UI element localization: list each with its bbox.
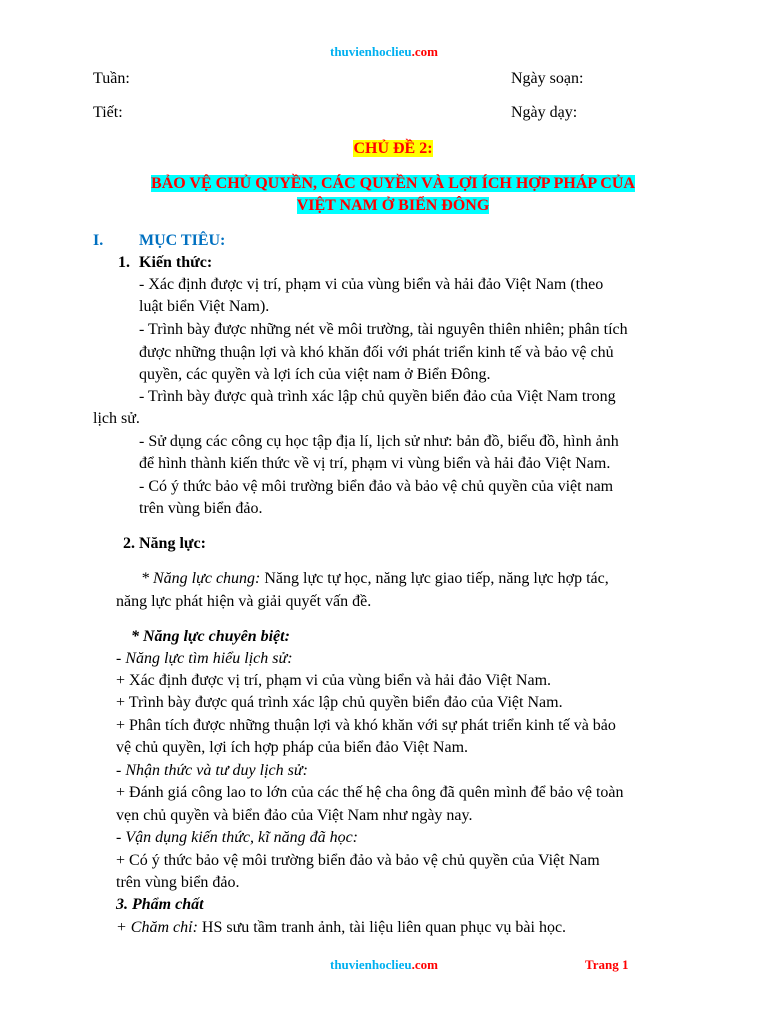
topic-title-line1 bbox=[0, 175, 768, 193]
knowledge-line: quyền, các quyền và lợi ích của việt nam ở Biển Đông. bbox=[139, 366, 491, 383]
historical-thinking-line: + Đánh giá công lao to lớn của các thế hệ cha ông đã quên mình để bảo vệ toàn bbox=[116, 784, 624, 801]
subsection-2-title: 2. Năng lực: bbox=[123, 535, 206, 552]
history-research-line: + Trình bày được quá trình xác lập chủ quyền biển đảo của Việt Nam. bbox=[116, 694, 563, 711]
history-research-label: - Năng lực tìm hiểu lịch sử: bbox=[116, 650, 293, 667]
knowledge-line: trên vùng biển đảo. bbox=[139, 500, 263, 517]
section-title: MỤC TIÊU: bbox=[139, 232, 226, 249]
knowledge-line: - Trình bày được những nét về môi trường, tài nguyên thiên nhiên; phân tích bbox=[139, 321, 628, 338]
header-brand bbox=[330, 44, 438, 60]
section-number: I. bbox=[93, 232, 104, 249]
historical-thinking-label: - Nhận thức và tư duy lịch sử: bbox=[116, 762, 308, 779]
knowledge-line: lịch sử. bbox=[93, 410, 140, 427]
apply-knowledge-line: trên vùng biển đảo. bbox=[116, 874, 240, 891]
week-label: Tuần: bbox=[93, 70, 130, 87]
topic-title-line2 bbox=[0, 197, 768, 215]
specific-competence-label: * Năng lực chuyên biệt: bbox=[131, 628, 290, 645]
topic-label-text: CHỦ ĐỀ 2: bbox=[353, 140, 433, 157]
diligence-line bbox=[116, 919, 566, 937]
general-competence bbox=[141, 570, 609, 588]
prep-date-label: Ngày soạn: bbox=[511, 70, 584, 87]
knowledge-line: - Có ý thức bảo vệ môi trường biển đảo và bảo vệ chủ quyền của việt nam bbox=[139, 478, 614, 495]
history-research-line: + Phân tích được những thuận lợi và khó khăn với sự phát triển kinh tế và bảo bbox=[116, 717, 616, 734]
knowledge-line: - Xác định được vị trí, phạm vi của vùng biển và hải đảo Việt Nam (theo bbox=[139, 276, 604, 293]
teach-date-label: Ngày dạy: bbox=[511, 104, 578, 121]
knowledge-line: để hình thành kiến thức về vị trí, phạm vi vùng biển và hải đảo Việt Nam. bbox=[139, 455, 611, 472]
topic-title-text-2: VIỆT NAM Ở BIỂN ĐÔNG bbox=[296, 197, 490, 214]
general-competence-label: * Năng lực chung: bbox=[141, 570, 261, 587]
footer-brand-domain: .com bbox=[411, 957, 438, 972]
subsection-3-title: 3. Phẩm chất bbox=[116, 896, 204, 913]
knowledge-line: được những thuận lợi và khó khăn đối với phát triển kinh tế và bảo vệ chủ bbox=[139, 344, 614, 361]
apply-knowledge-label: - Vận dụng kiến thức, kĩ năng đã học: bbox=[116, 829, 358, 846]
topic-title-text-1: BẢO VỆ CHỦ QUYỀN, CÁC QUYỀN VÀ LỢI ÍCH HỢP PHÁP CỦA bbox=[151, 175, 635, 192]
footer-brand-name: thuvienhoclieu bbox=[330, 957, 412, 972]
apply-knowledge-line: + Có ý thức bảo vệ môi trường biển đảo và bảo vệ chủ quyền của Việt Nam bbox=[116, 852, 600, 869]
historical-thinking-line: vẹn chủ quyền và biển đảo của Việt Nam như ngày nay. bbox=[116, 807, 473, 824]
page-number: Trang 1 bbox=[585, 957, 629, 972]
history-research-line: vệ chủ quyền, lợi ích hợp pháp của biển đảo Việt Nam. bbox=[116, 739, 469, 756]
brand-domain: .com bbox=[411, 44, 438, 59]
subsection-1-number: 1. bbox=[118, 254, 130, 271]
subsection-1-title: Kiến thức: bbox=[139, 254, 213, 271]
history-research-line: + Xác định được vị trí, phạm vi của vùng biển và hải đảo Việt Nam. bbox=[116, 672, 552, 689]
diligence-label: + Chăm chỉ: bbox=[116, 919, 198, 936]
general-competence-text: Năng lực tự học, năng lực giao tiếp, năng lực hợp tác, bbox=[260, 570, 609, 587]
knowledge-line: - Trình bày được quà trình xác lập chủ quyền biển đảo của Việt Nam trong bbox=[139, 388, 616, 405]
period-label: Tiết: bbox=[93, 104, 123, 121]
general-competence-line2: năng lực phát hiện và giải quyết vấn đề. bbox=[116, 593, 372, 610]
diligence-text: HS sưu tầm tranh ảnh, tài liệu liên quan phục vụ bài học. bbox=[197, 919, 567, 936]
brand-name: thuvienhoclieu bbox=[330, 44, 412, 59]
topic-label bbox=[0, 140, 768, 158]
knowledge-line: luật biển Việt Nam). bbox=[139, 298, 270, 315]
footer-brand bbox=[330, 957, 438, 973]
knowledge-line: - Sử dụng các công cụ học tập địa lí, lịch sử như: bản đồ, biểu đồ, hình ảnh bbox=[139, 433, 619, 450]
